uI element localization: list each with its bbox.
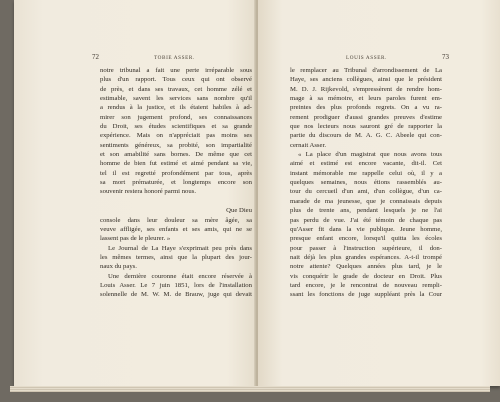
text-line: qu'Asser fit dans la vie publique. Jeune homme, [290, 225, 442, 233]
text-line: Le Journal de La Haye s'exprimait peu près dans [108, 244, 252, 252]
text-line: plus de trente ans, pendant lesquels je ne l'ai [290, 207, 442, 215]
text-line: pour passer à l'instruction supérieure, il don- [290, 244, 442, 252]
text-line: sentiments généreux, sa probité, son impartialité [100, 141, 252, 149]
text-line: rement prodiguer d'aussi grandes preuves d'estime [290, 113, 442, 121]
right-page-text [290, 66, 442, 300]
text-line: notre tribunal a fait une perte irréparable sous [100, 67, 252, 74]
text-line: Louis Asser. Le 7 juin 1851, lors de l'installation [100, 281, 252, 289]
text-line: pas perdu de vue. J'ai été témoin de chaque pas [290, 216, 442, 224]
text-line: lassent pas de le pleurer. » [100, 235, 171, 243]
text-line: notre attente? Quelques années plus tard, je le [290, 263, 442, 271]
text-line: aimé et estimé est encore vacante, dit-il. Cet [290, 160, 442, 168]
right-running-header: LOUIS ASSER. [346, 55, 387, 61]
text-line: solennelle de M. W. M. de Brauw, juge qui devait [100, 291, 252, 299]
text-line: naux du pays. [100, 263, 137, 271]
text-line: estimable, savent les services sans nombre qu'il [100, 95, 252, 103]
text-line: preintes des plus profonds regrets. On a vu ra- [290, 104, 442, 112]
text-line: ssant les fonctions de juge suppléant près la Cour [290, 291, 442, 299]
text-line: quelques semaines, nous étions rassemblés au- [290, 179, 442, 187]
text-line: a rendus à la justice, et ils étaient habiles à ad- [100, 104, 252, 112]
text-line: homme de bien fut estimé et aimé pendant sa vie, [100, 160, 252, 168]
text-line: tel il est regretté profondément par tous, après [100, 169, 252, 177]
left-page [14, 0, 256, 386]
blank-line [100, 197, 252, 206]
left-page-number: 72 [92, 53, 99, 61]
text-line: les mêmes termes, ainsi que la plupart des jour- [100, 253, 252, 261]
text-line: cernait Asser. [290, 141, 327, 149]
text-line: Une dernière couronne était encore réservée à [108, 272, 252, 280]
text-line: marade de ma jeunesse, que je connaissais depuis [290, 197, 442, 205]
text-line: le remplacer au Tribunal d'arrondissement de La [290, 67, 442, 74]
text-line: souvenir restera honoré parmi nous. [100, 188, 197, 196]
text-line: de près, et dans ses travaux, cet homme zélé et [100, 85, 252, 93]
right-page [258, 0, 500, 386]
text-line: veuve affligée, ses enfants et ses amis, qui ne se [100, 225, 252, 233]
text-line: M. D. J. Rijkevold, s'empressèrent de rendre hom- [290, 85, 442, 93]
text-line: presque enfant encore, lorsqu'il quitta les écoles [290, 235, 442, 243]
text-line: console dans leur douleur sa mère âgée, sa [100, 216, 252, 224]
text-line: « La place d'un magistrat que nous avons tous [298, 151, 442, 159]
text-line: sa mort prématurée, et longtemps encore son [100, 179, 252, 187]
text-line: Haye, ses anciens collègues, ainsi que le président [290, 76, 442, 84]
right-page-number: 73 [442, 53, 449, 61]
text-line: mirer son jugement profond, ses connaissances [100, 113, 252, 121]
text-line: expérience. Mais on n'appréciait pas moins ses [100, 132, 252, 140]
text-line: vis conquérir le grade de docteur en Droit. Plus [290, 272, 442, 280]
book-spread [14, 0, 500, 386]
text-line: partie du discours de M. A. G. C. Abeele qui con- [290, 132, 442, 140]
text-line: plus d'un rapport. Tous ceux qui ont observé [100, 76, 252, 84]
text-line: et son amabilité sans bornes. De même que cet [100, 151, 252, 159]
left-running-header: TOBIE ASSER. [154, 55, 195, 61]
text-line: nait déjà les plus grandes espérances. A-t-il trompé [290, 253, 442, 261]
text-line: tard encore, je le rencontrai de nouveau rempli- [290, 281, 442, 289]
text-line: Que Dieu [226, 207, 252, 215]
text-line: instant mémorable me rappelle celui où, il y a [290, 169, 442, 177]
page-edges [10, 386, 490, 392]
text-line: du Droit, ses études scientifiques et sa grande [100, 123, 252, 131]
left-page-text [100, 66, 252, 300]
text-line: que nos lecteurs nous sauront gré de rapporter la [290, 123, 442, 131]
text-line: mage à sa mémoire, et leurs paroles furent em- [290, 95, 442, 103]
text-line: tour du cercueil d'un ami, d'un collègue, d'un ca- [290, 188, 442, 196]
